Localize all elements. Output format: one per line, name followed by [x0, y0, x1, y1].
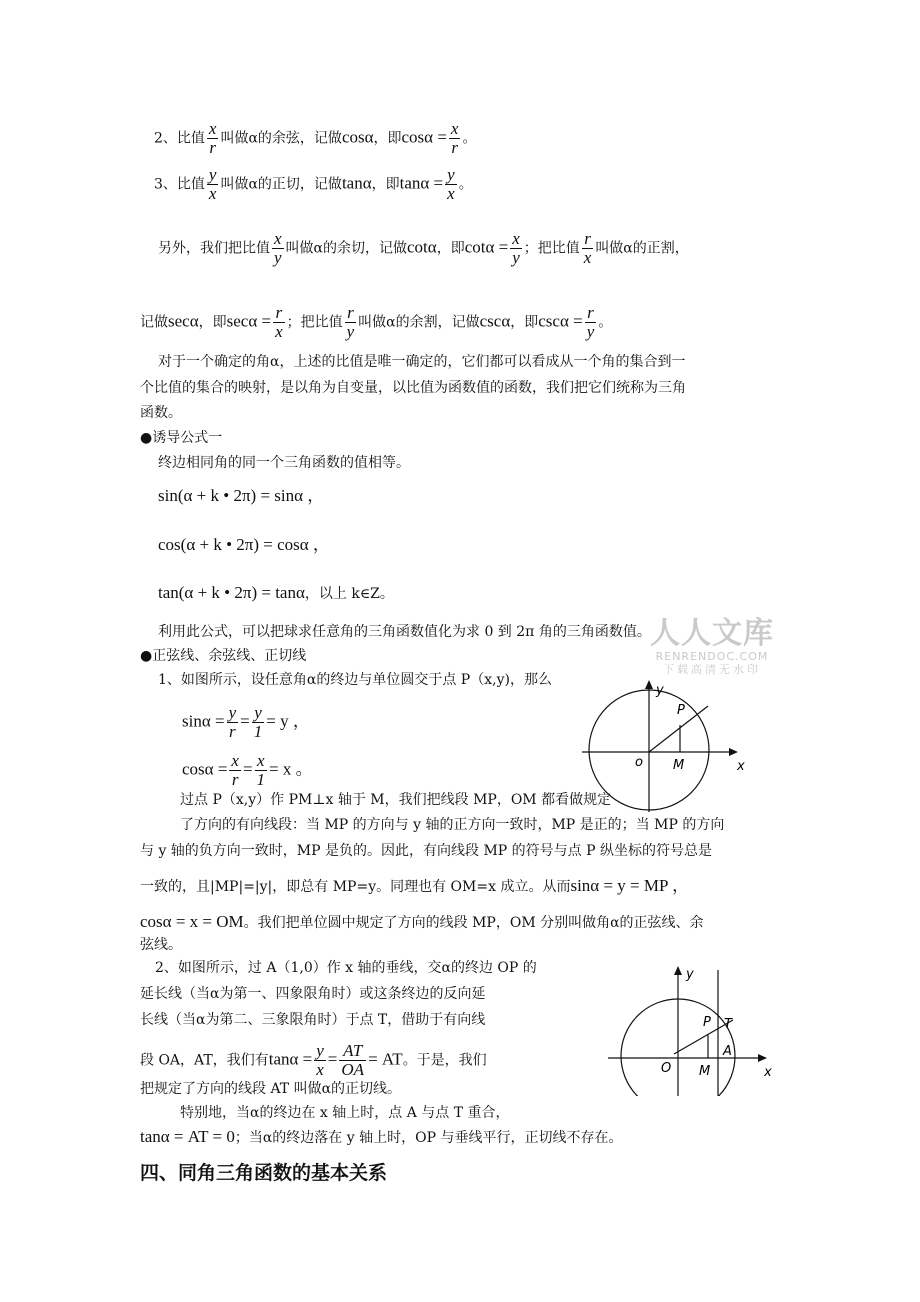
tangent-paragraph: 延长线（当α为第一、四象限角时）或这条终边的反向延 [140, 986, 486, 1002]
unit-circle-figure-1 [582, 680, 752, 812]
watermark-slogan: 下载高清无水印 [663, 663, 761, 676]
section-title-induction: ●诱导公式一 [140, 430, 223, 446]
formula-sin: sin(α + k • 2π) = sinα ， [158, 486, 325, 505]
label-T: T [724, 1017, 732, 1032]
lines-paragraph: 了方向的有向线段：当 MP 的方向与 y 轴的正方向一致时，MP 是正的；当 MP 的方向 [180, 817, 725, 833]
lines-paragraph: 弦线。 [140, 937, 182, 953]
label-A: A [723, 1044, 732, 1059]
watermark-site: RENRENDOC.COM [655, 650, 769, 663]
label-M: M [673, 758, 685, 773]
watermark [648, 618, 776, 677]
tangent-paragraph: 段 OA，AT，我们有tanα = $\frac{y}{x}$ = $\frac{AT}{OA}$ = AT。于是，我们 [140, 1041, 487, 1079]
lines-paragraph: cosα = x = OM。我们把单位圆中规定了方向的线段 MP，OM 分别叫做角α的正弦线、余 [140, 912, 704, 931]
y-axis-arrow-icon [645, 680, 653, 689]
formula-tan: tan(α + k • 2π) = tanα，以上 k∈Z。 [158, 583, 394, 602]
paragraph-line: 对于一个确定的角α，上述的比值是唯一确定的，它们都可以看成从一个角的集合到一 [158, 354, 686, 370]
sine-equation: sinα = $\frac{y}{r}$ = $\frac{y}{1}$ = y ， [182, 703, 310, 741]
cosine-definition: 2、比值 $\frac{x}{r}$ 叫做α的余弦，记做cosα，即cosα = $\frac{x}{r}$ 。 [154, 119, 477, 157]
label-y: y [686, 967, 694, 982]
cosine-equation: cosα = $\frac{x}{r}$ = $\frac{x}{1}$ = x 。 [182, 751, 313, 789]
fraction-x-over-r: $\frac{x}{r}$ [208, 119, 217, 157]
tangent-paragraph: tanα = AT = 0；当α的终边落在 y 轴上时，OP 与垂线平行，正切线不存在。 [140, 1127, 623, 1146]
secant-cosecant-definition: 记做secα，即secα = $\frac{r}{x}$ ；把比值 $\frac{r}{y}$ 叫做α的余割，记做cscα，即cscα = $\frac{r}{y}$ 。 [140, 303, 613, 341]
label-P: P [677, 703, 685, 718]
y-axis-arrow-icon [674, 966, 682, 975]
section-title-lines: ●正弦线、余弦线、正切线 [140, 648, 307, 664]
label-O: O [661, 1061, 672, 1076]
lines-paragraph: 过点 P（x,y）作 PM⊥x 轴于 M，我们把线段 MP，OM 都看做规定 [180, 792, 612, 808]
induction-usage: 利用此公式，可以把球求任意角的三角函数值化为求 0 到 2π 角的三角函数值。 [158, 624, 651, 640]
paragraph-line: 函数。 [140, 405, 182, 421]
unit-circle-figure-2 [608, 962, 780, 1096]
lines-paragraph: 1、如图所示，设任意角α的终边与单位圆交于点 P（x,y)，那么 [158, 672, 552, 688]
label-y: y [656, 683, 664, 698]
tangent-paragraph: 长线（当α为第二、三象限角时）于点 T，借助于有向线 [140, 1012, 486, 1028]
cotangent-secant-definition: 另外，我们把比值 $\frac{x}{y}$ 叫做α的余切，记做cotα，即cotα = $\frac{x}{y}$ ；把比值 $\frac{r}{x}$ 叫做α的正割， [158, 229, 689, 267]
label-O: o [635, 755, 643, 770]
x-axis-arrow-icon [729, 748, 738, 756]
tangent-definition: 3、比值 $\frac{y}{x}$ 叫做α的正切，记做tanα，即tanα = $\frac{y}{x}$ 。 [154, 165, 473, 203]
tangent-paragraph: 2、如图所示，过 A（1,0）作 x 轴的垂线，交α的终边 OP 的 [155, 960, 537, 976]
section-heading: 四、同角三角函数的基本关系 [140, 1162, 388, 1184]
label-x: x [737, 759, 745, 774]
label-P: P [703, 1015, 711, 1030]
watermark-logo: 人人文库 [650, 616, 774, 651]
tangent-paragraph: 把规定了方向的线段 AT 叫做α的正切线。 [140, 1081, 402, 1097]
label-x: x [764, 1065, 772, 1080]
lines-paragraph: 与 y 轴的负方向一致时，MP 是负的。因此，有向线段 MP 的符号与点 P 纵坐标的符号总是 [140, 843, 712, 859]
label-M: M [699, 1064, 711, 1079]
lines-paragraph: 一致的，且|MP|=|y|，即总有 MP=y。同理也有 OM=x 成立。从而sinα = y = MP ， [140, 876, 690, 895]
formula-cos: cos(α + k • 2π) = cosα ， [158, 535, 330, 554]
paragraph-line: 个比值的集合的映射，是以角为自变量，以比值为函数值的函数，我们把它们统称为三角 [140, 380, 686, 396]
induction-description: 终边相同角的同一个三角函数的值相等。 [158, 455, 410, 471]
tangent-paragraph: 特别地，当α的终边在 x 轴上时，点 A 与点 T 重合， [180, 1105, 510, 1121]
x-axis-arrow-icon [758, 1054, 767, 1062]
